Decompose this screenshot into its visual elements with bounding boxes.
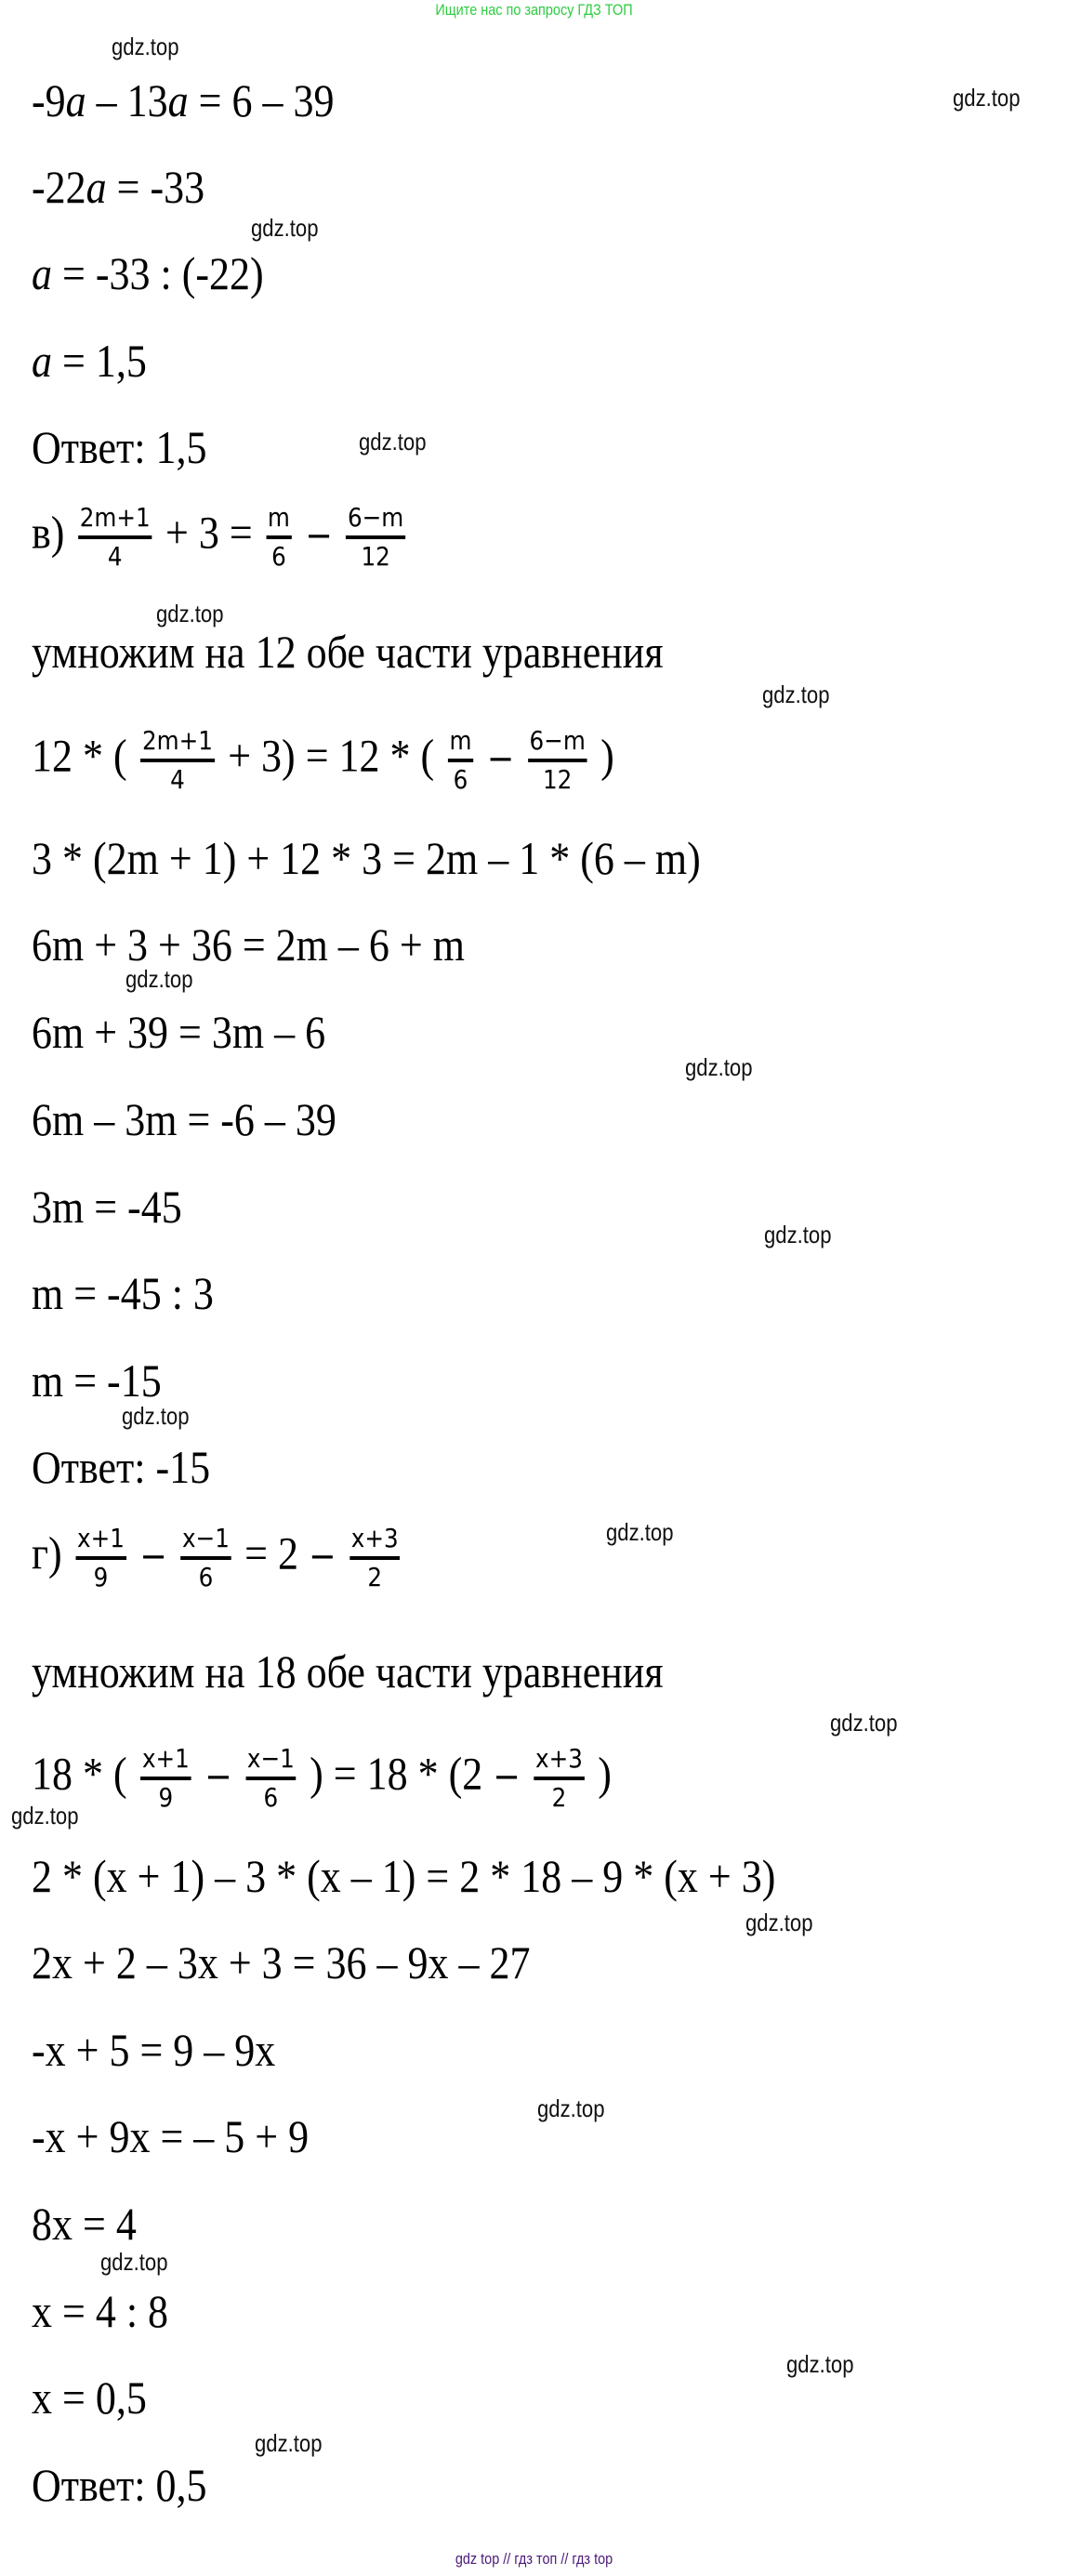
equation-line: -22a = -33 (32, 161, 205, 213)
fraction: $\frac{x-1}{6}$ (181, 1523, 230, 1592)
fraction: $\frac{x+1}{9}$ (141, 1743, 190, 1813)
equation-line: a = 1,5 (32, 335, 147, 387)
watermark: gdz.top (764, 1221, 832, 1248)
watermark: gdz.top (606, 1518, 674, 1546)
multiplied-equation: 18 * ( $\frac{x+1}{9}$ − $\frac{x-1}{6}$ ) = 18 * (2 − $\frac{x+3}{2}$ ) (32, 1743, 612, 1813)
equation-line: 3m = -45 (32, 1181, 182, 1233)
problem-label: в) (32, 506, 65, 559)
equation-line: -x + 9x = – 5 + 9 (32, 2110, 310, 2162)
answer-line: Ответ: 0,5 (32, 2459, 207, 2511)
watermark: gdz.top (122, 1402, 190, 1430)
problem-g-equation: г) $\frac{x+1}{9}$ − $\frac{x-1}{6}$ = 2 − $\frac{x+3}{2}$ (32, 1523, 399, 1592)
fraction: $\frac{m}{6}$ (267, 502, 290, 572)
equation-line: x = 4 : 8 (32, 2285, 169, 2337)
watermark: gdz.top (762, 680, 830, 708)
fraction: $\frac{6-m}{12}$ (529, 725, 586, 795)
problem-label: г) (32, 1526, 62, 1579)
fraction: $\frac{x+3}{2}$ (350, 1523, 399, 1592)
fraction: $\frac{x+3}{2}$ (534, 1743, 583, 1813)
watermark: gdz.top (112, 33, 179, 60)
equation-line: 6m + 39 = 3m – 6 (32, 1006, 326, 1058)
watermark: gdz.top (685, 1053, 753, 1081)
equation-line: x = 0,5 (32, 2371, 147, 2424)
fraction: $\frac{2m+1}{4}$ (141, 725, 213, 795)
equation-line: -9a – 13a = 6 – 39 (32, 74, 335, 126)
equation-line: a = -33 : (-22) (32, 247, 264, 299)
equation-line: m = -45 : 3 (32, 1267, 214, 1319)
answer-line: Ответ: 1,5 (32, 421, 207, 473)
fraction: $\frac{x+1}{9}$ (76, 1523, 125, 1592)
watermark: gdz.top (537, 2094, 605, 2122)
fraction: $\frac{m}{6}$ (449, 725, 472, 795)
equation-line: 3 * (2m + 1) + 12 * 3 = 2m – 1 * (6 – m) (32, 832, 701, 884)
watermark: gdz.top (359, 428, 427, 456)
answer-line: Ответ: -15 (32, 1441, 211, 1493)
equation-line: 8x = 4 (32, 2198, 137, 2250)
search-hint-banner: Ищите нас по запросу ГДЗ ТОП (435, 1, 633, 19)
watermark: gdz.top (745, 1909, 813, 1936)
watermark: gdz.top (100, 2248, 168, 2276)
watermark: gdz.top (830, 1709, 898, 1737)
equation-line: m = -15 (32, 1354, 162, 1407)
fraction: $\frac{x-1}{6}$ (246, 1743, 295, 1813)
watermark: gdz.top (255, 2429, 323, 2457)
watermark: gdz.top (251, 214, 319, 242)
watermark: gdz.top (125, 965, 193, 993)
fraction: $\frac{6-m}{12}$ (347, 502, 404, 572)
equation-line: 6m – 3m = -6 – 39 (32, 1093, 336, 1145)
multiplied-equation: 12 * ( $\frac{2m+1}{4}$ + 3) = 12 * ( $\frac{m}{6}$ − $\frac{6-m}{12}$ ) (32, 725, 614, 795)
watermark: gdz.top (786, 2350, 854, 2378)
equation-line: -x + 5 = 9 – 9x (32, 2024, 276, 2076)
problem-v-equation: в) $\frac{2m+1}{4}$ + 3 = $\frac{m}{6}$ − $\frac{6-m}{12}$ (32, 502, 404, 572)
footer-links: gdz top // гдз топ // гдз top (455, 2550, 613, 2568)
equation-line: 2 * (x + 1) – 3 * (x – 1) = 2 * 18 – 9 * (x + 3) (32, 1850, 776, 1902)
equation-line: 6m + 3 + 36 = 2m – 6 + m (32, 918, 465, 971)
watermark: gdz.top (156, 600, 224, 627)
fraction: $\frac{2m+1}{4}$ (79, 502, 151, 572)
watermark: gdz.top (953, 84, 1021, 112)
equation-line: 2x + 2 – 3x + 3 = 36 – 9x – 27 (32, 1936, 531, 1988)
watermark: gdz.top (11, 1802, 79, 1830)
instruction-line: умножим на 12 обе части уравнения (32, 626, 664, 678)
instruction-line: умножим на 18 обе части уравнения (32, 1645, 664, 1698)
